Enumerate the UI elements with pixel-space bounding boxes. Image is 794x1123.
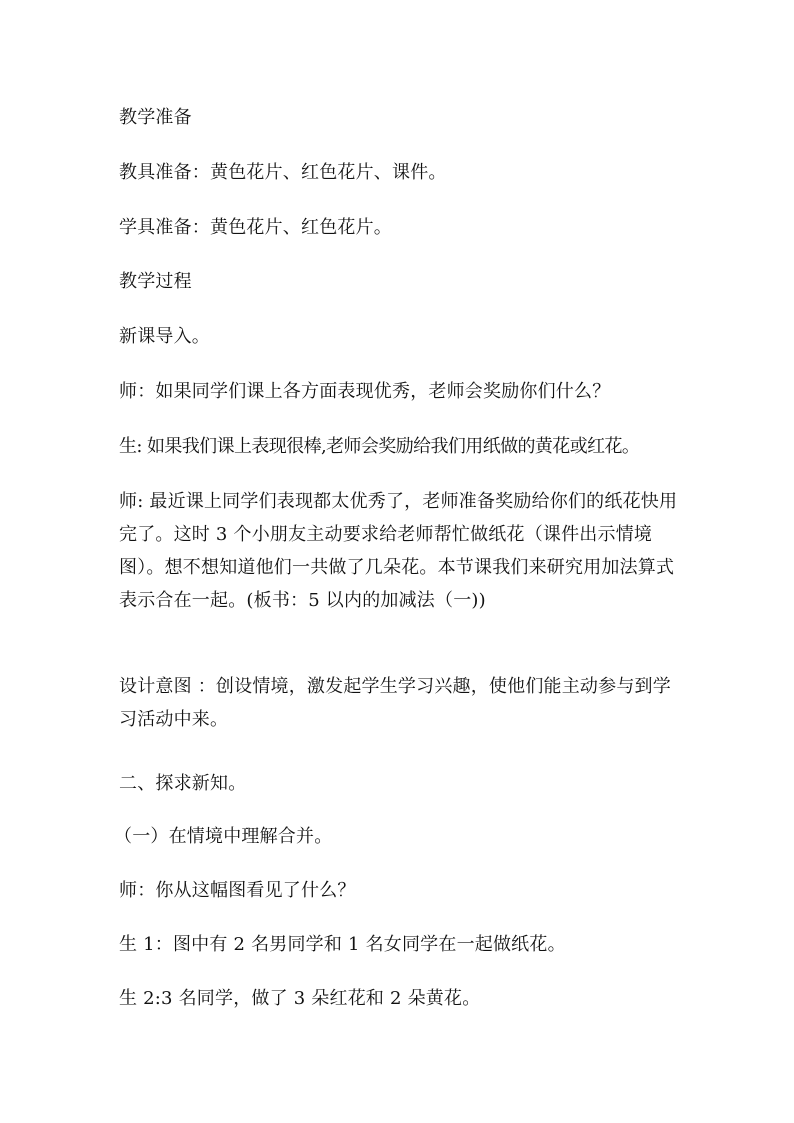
paragraph-teaching-aids: 教具准备：黄色花片、红色花片、课件。 (119, 162, 447, 183)
heading-understand-merge: （一）在情境中理解合并。 (114, 826, 333, 847)
paragraph-teacher-question: 师：如果同学们课上各方面表现优秀，老师会奖励你们什么？ (119, 381, 611, 402)
paragraph-student-aids: 学具准备：黄色花片、红色花片。 (119, 217, 392, 238)
heading-teaching-preparation: 教学准备 (119, 107, 192, 128)
paragraph-teacher-picture-question: 师：你从这幅图看见了什么？ (119, 880, 356, 901)
paragraph-student2-answer: 生 2:3 名同学，做了 3 朵红花和 2 朵黄花。 (119, 988, 481, 1009)
paragraph-student1-answer: 生 1：图中有 2 名男同学和 1 名女同学在一起做纸花。 (119, 934, 566, 955)
heading-teaching-process: 教学过程 (119, 271, 192, 292)
paragraph-teacher-context: 师: 最近课上同学们表现都太优秀了，老师准备奖励给你们的纸花快用完了。这时 3 个小朋友主动要求给老师帮忙做纸花（课件出示情境图）。想不想知道他们一共做了几朵花。本节课我们来研究用加法算式表示合在一起。(板书：5 以内的加减法（一)) (119, 491, 678, 611)
heading-explore-new-knowledge: 二、探求新知。 (119, 773, 247, 794)
paragraph-design-intent: 设计意图 ：创设情境，激发起学生学习兴趣，使他们能主动参与到学习活动中来。 (119, 676, 671, 730)
paragraph-lesson-intro: 新课导入。 (119, 326, 210, 347)
paragraph-student-answer: 生: 如果我们课上表现很棒,老师会奖励给我们用纸做的黄花或红花。 (119, 436, 640, 457)
